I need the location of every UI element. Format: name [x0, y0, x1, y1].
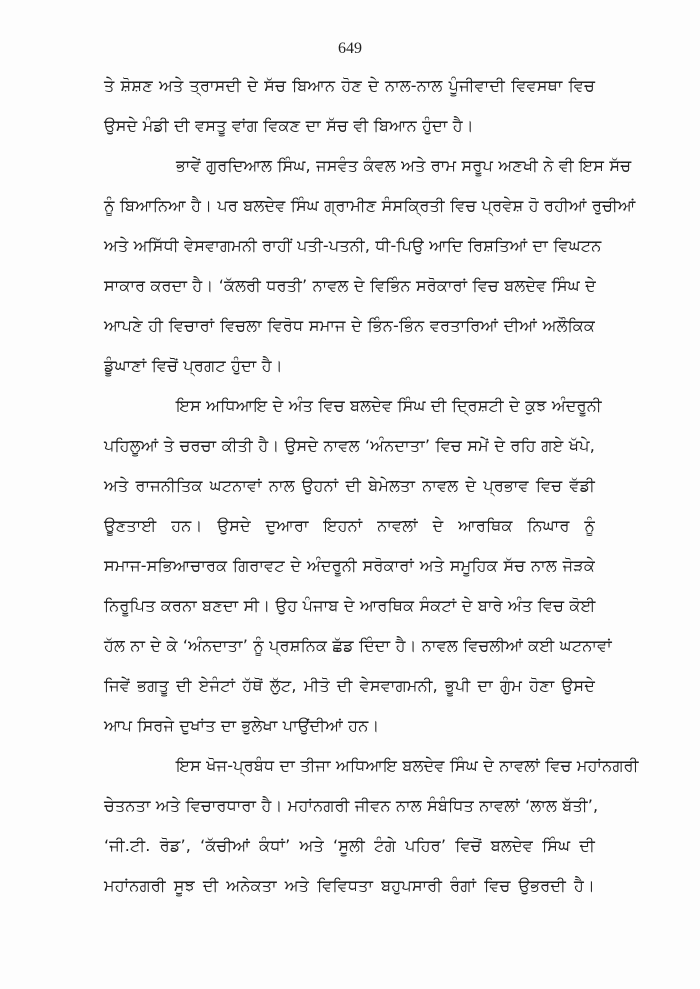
- text-line: ਇਸ ਖੋਜ-ਪ੍ਰਬੰਧ ਦਾ ਤੀਜਾ ਅਧਿਆਇ ਬਲਦੇਵ ਸਿੰਘ ਦੇ ਨਾਵਲਾਂ ਵਿਚ ਮਹਾਂਨਗਰੀ: [176, 756, 639, 775]
- text-line: ਆਪਣੇ ਹੀ ਵਿਚਾਰਾਂ ਵਿਚਲਾ ਵਿਰੋਧ ਸਮਾਜ ਦੇ ਭਿੰਨ-ਭਿੰਨ ਵਰਤਾਰਿਆਂ ਦੀਆਂ ਅਲੌਕਿਕ: [104, 316, 595, 335]
- text-line: ਅਤੇ ਅਸਿੱਧੀ ਵੇਸਵਾਗਮਨੀ ਰਾਹੀਂ ਪਤੀ-ਪਤਨੀ, ਧੀ-ਪਿਉ ਆਦਿ ਰਿਸ਼ਤਿਆਂ ਦਾ ਵਿਘਟਨ: [104, 236, 602, 255]
- text-line: ਊਣਤਾਈ ਹਨ। ਉਸਦੇ ਦੁਆਰਾ ਇਹਨਾਂ ਨਾਵਲਾਂ ਦੇ ਆਰਥਿਕ ਨਿਘਾਰ ਨੂੰ: [104, 516, 595, 535]
- paragraph-2: [104, 146, 636, 386]
- text-line: ਅਤੇ ਰਾਜਨੀਤਿਕ ਘਟਨਾਵਾਂ ਨਾਲ ਉਹਨਾਂ ਦੀ ਬੇਮੇਲਤਾ ਨਾਵਲ ਦੇ ਪ੍ਰਭਾਵ ਵਿਚ ਵੱਡੀ: [104, 476, 595, 495]
- text-line: ਉਸਦੇ ਮੰਡੀ ਦੀ ਵਸਤੂ ਵਾਂਗ ਵਿਕਣ ਦਾ ਸੱਚ ਵੀ ਬਿਆਨ ਹੁੰਦਾ ਹੈ।: [104, 116, 474, 135]
- paragraph-4: [104, 746, 639, 906]
- text-line: ਪਹਿਲੂਆਂ ਤੇ ਚਰਚਾ ਕੀਤੀ ਹੈ। ਉਸਦੇ ਨਾਵਲ ‘ਅੰਨਦਾਤਾ’ ਵਿਚ ਸਮੇਂ ਦੇ ਰਹਿ ਗਏ ਖੱਪੇ,: [104, 436, 595, 455]
- paragraph-3: [104, 386, 612, 746]
- paragraph-1: [104, 66, 595, 146]
- text-line: ਡੂੰਘਾਣਾਂ ਵਿਚੋਂ ਪ੍ਰਗਟ ਹੁੰਦਾ ਹੈ।: [104, 356, 283, 375]
- text-line: ਸਾਕਾਰ ਕਰਦਾ ਹੈ। ‘ਕੱਲਰੀ ਧਰਤੀ’ ਨਾਵਲ ਦੇ ਵਿਭਿੰਨ ਸਰੋਕਾਰਾਂ ਵਿਚ ਬਲਦੇਵ ਸਿੰਘ ਦੇ: [104, 276, 596, 295]
- text-line: ਜਿਵੇਂ ਭਗਤੂ ਦੀ ਏਜੰਟਾਂ ਹੱਥੋਂ ਲੁੱਟ, ਮੀਤੋ ਦੀ ਵੇਸਵਾਗਮਨੀ, ਭੂਪੀ ਦਾ ਗੁੰਮ ਹੋਣਾ ਉਸਦੇ: [104, 676, 595, 695]
- text-line: ਮਹਾਂਨਗਰੀ ਸੂਝ ਦੀ ਅਨੇਕਤਾ ਅਤੇ ਵਿਵਿਧਤਾ ਬਹੁਪਸਾਰੀ ਰੰਗਾਂ ਵਿਚ ਉਭਰਦੀ ਹੈ।: [104, 876, 595, 895]
- body-text: [104, 66, 639, 906]
- text-line: ਹੱਲ ਨਾ ਦੇ ਕੇ ‘ਅੰਨਦਾਤਾ’ ਨੂੰ ਪ੍ਰਸ਼ਨਿਕ ਛੱਡ ਦਿੰਦਾ ਹੈ। ਨਾਵਲ ਵਿਚਲੀਆਂ ਕਈ ਘਟਨਾਵਾਂ: [104, 636, 612, 655]
- text-line: ਨਿਰੂਪਿਤ ਕਰਨਾ ਬਣਦਾ ਸੀ। ਉਹ ਪੰਜਾਬ ਦੇ ਆਰਥਿਕ ਸੰਕਟਾਂ ਦੇ ਬਾਰੇ ਅੰਤ ਵਿਚ ਕੋਈ: [104, 596, 596, 615]
- text-line: ਚੇਤਨਤਾ ਅਤੇ ਵਿਚਾਰਧਾਰਾ ਹੈ। ਮਹਾਂਨਗਰੀ ਜੀਵਨ ਨਾਲ ਸੰਬੰਧਿਤ ਨਾਵਲਾਂ ‘ਲਾਲ ਬੱਤੀ’,: [104, 796, 599, 815]
- text-line: ‘ਜੀ.ਟੀ. ਰੋਡ’, ‘ਕੱਚੀਆਂ ਕੰਧਾਂ’ ਅਤੇ ‘ਸੂਲੀ ਟੰਗੇ ਪਹਿਰ’ ਵਿਚੋਂ ਬਲਦੇਵ ਸਿੰਘ ਦੀ: [104, 836, 595, 855]
- text-line: ਇਸ ਅਧਿਆਇ ਦੇ ਅੰਤ ਵਿਚ ਬਲਦੇਵ ਸਿੰਘ ਦੀ ਦ੍ਰਿਸ਼ਟੀ ਦੇ ਕੁਝ ਅੰਦਰੂਨੀ: [176, 396, 602, 415]
- text-line: ਆਪ ਸਿਰਜੇ ਦੁਖਾਂਤ ਦਾ ਭੁਲੇਖਾ ਪਾਉਂਦੀਆਂ ਹਨ।: [104, 716, 380, 735]
- text-line: ਤੇ ਸ਼ੋਸ਼ਣ ਅਤੇ ਤ੍ਰਾਸਦੀ ਦੇ ਸੱਚ ਬਿਆਨ ਹੋਣ ਦੇ ਨਾਲ-ਨਾਲ ਪੂੰਜੀਵਾਦੀ ਵਿਵਸਥਾ ਵਿਚ: [104, 76, 595, 95]
- text-line: ਨੂੰ ਬਿਆਨਿਆ ਹੈ। ਪਰ ਬਲਦੇਵ ਸਿੰਘ ਗ੍ਰਾਮੀਣ ਸੰਸਕ੍ਰਿਤੀ ਵਿਚ ਪ੍ਰਵੇਸ਼ ਹੋ ਰਹੀਆਂ ਰੁਚੀਆਂ: [104, 196, 636, 215]
- text-line: ਸਮਾਜ-ਸਭਿਆਚਾਰਕ ਗਿਰਾਵਟ ਦੇ ਅੰਦਰੂਨੀ ਸਰੋਕਾਰਾਂ ਅਤੇ ਸਮੂਹਿਕ ਸੱਚ ਨਾਲ ਜੋੜਕੇ: [104, 556, 595, 575]
- text-line: ਭਾਵੇਂ ਗੁਰਦਿਆਲ ਸਿੰਘ, ਜਸਵੰਤ ਕੰਵਲ ਅਤੇ ਰਾਮ ਸਰੂਪ ਅਣਖੀ ਨੇ ਵੀ ਇਸ ਸੱਚ: [176, 156, 632, 175]
- page-number: 649: [338, 40, 362, 57]
